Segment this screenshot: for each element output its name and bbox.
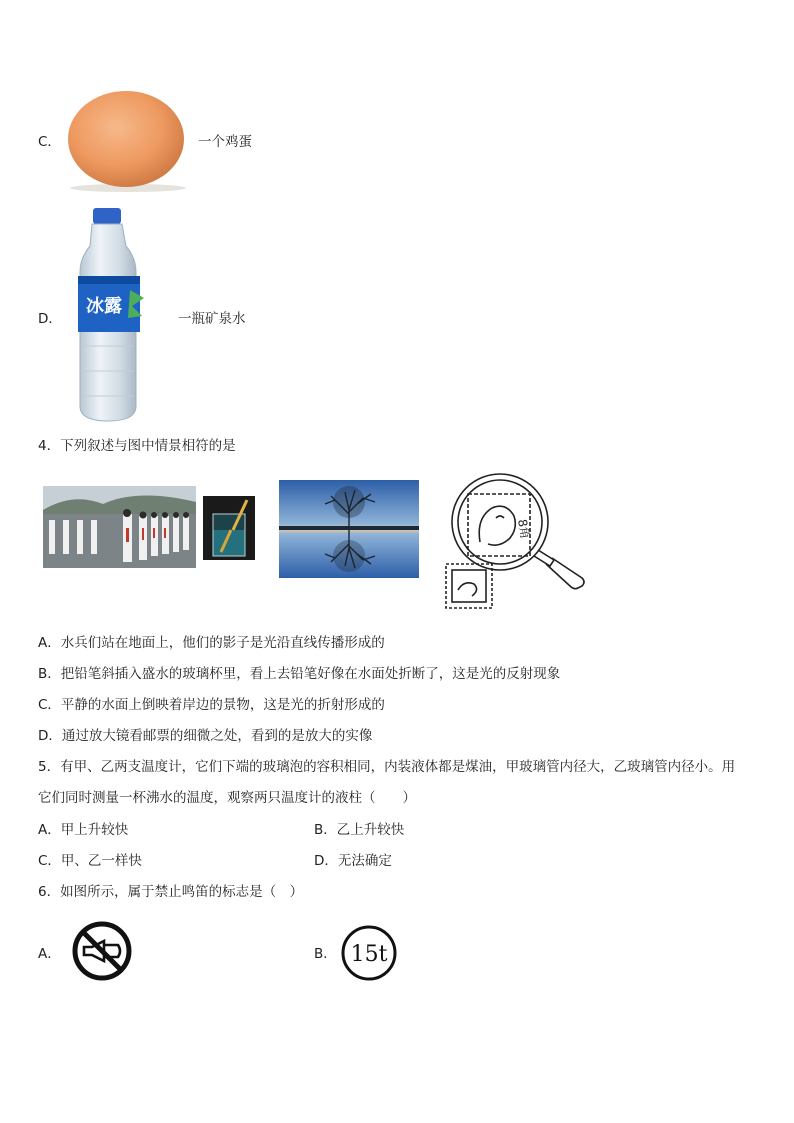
question-4-option-d: D．通过放大镜看邮票的细微之处，看到的是放大的实像: [38, 728, 373, 744]
question-6-stem: 6．如图所示，属于禁止鸣笛的标志是（ ）: [38, 884, 304, 900]
option-c-letter: C．: [38, 134, 61, 150]
question-5-option-a: A．甲上升较快: [38, 822, 129, 838]
question-4-stem: 4．下列叙述与图中情景相符的是: [38, 438, 236, 454]
question-5-stem-line-1: 5．有甲、乙两支温度计，它们下端的玻璃泡的容积相同，内装液体都是煤油，甲玻璃管内径大，乙玻璃管内径小。用: [38, 759, 736, 775]
question-4-option-a: A．水兵们站在地面上，他们的影子是光沿直线传播形成的: [38, 635, 385, 651]
option-c-label: 一个鸡蛋: [198, 134, 252, 150]
question-5-option-b: B．乙上升较快: [314, 822, 405, 838]
question-5-option-c: C．甲、乙一样快: [38, 853, 142, 869]
question-5-stem-line-2: 它们同时测量一杯沸水的温度，观察两只温度计的液柱（ ）: [38, 790, 416, 806]
option-d-label: 一瓶矿泉水: [178, 311, 246, 327]
egg-image: [64, 90, 192, 192]
weight-limit-sign-icon: [340, 924, 398, 982]
question-6-option-a-letter: A．: [38, 946, 61, 962]
weight-limit-text: 15t: [350, 942, 388, 967]
bottle-brand-text: 冰露: [86, 296, 122, 317]
pencil-in-glass-photo: [203, 496, 255, 560]
no-horn-sign-icon: [72, 921, 132, 981]
question-6-option-b-letter: B．: [314, 946, 337, 962]
stamp-value-text: 8角: [515, 518, 533, 540]
question-4-option-c: C．平静的水面上倒映着岸边的景物，这是光的折射形成的: [38, 697, 385, 713]
tree-reflection-photo: [279, 480, 419, 578]
option-d-letter: D．: [38, 311, 62, 327]
water-bottle-image: [68, 206, 148, 426]
question-5-option-d: D．无法确定: [314, 853, 392, 869]
magnifier-stamp-drawing: [434, 472, 588, 610]
question-4-option-b: B．把铅笔斜插入盛水的玻璃杯里，看上去铅笔好像在水面处折断了，这是光的反射现象: [38, 666, 561, 682]
sailors-photo: [43, 486, 196, 568]
